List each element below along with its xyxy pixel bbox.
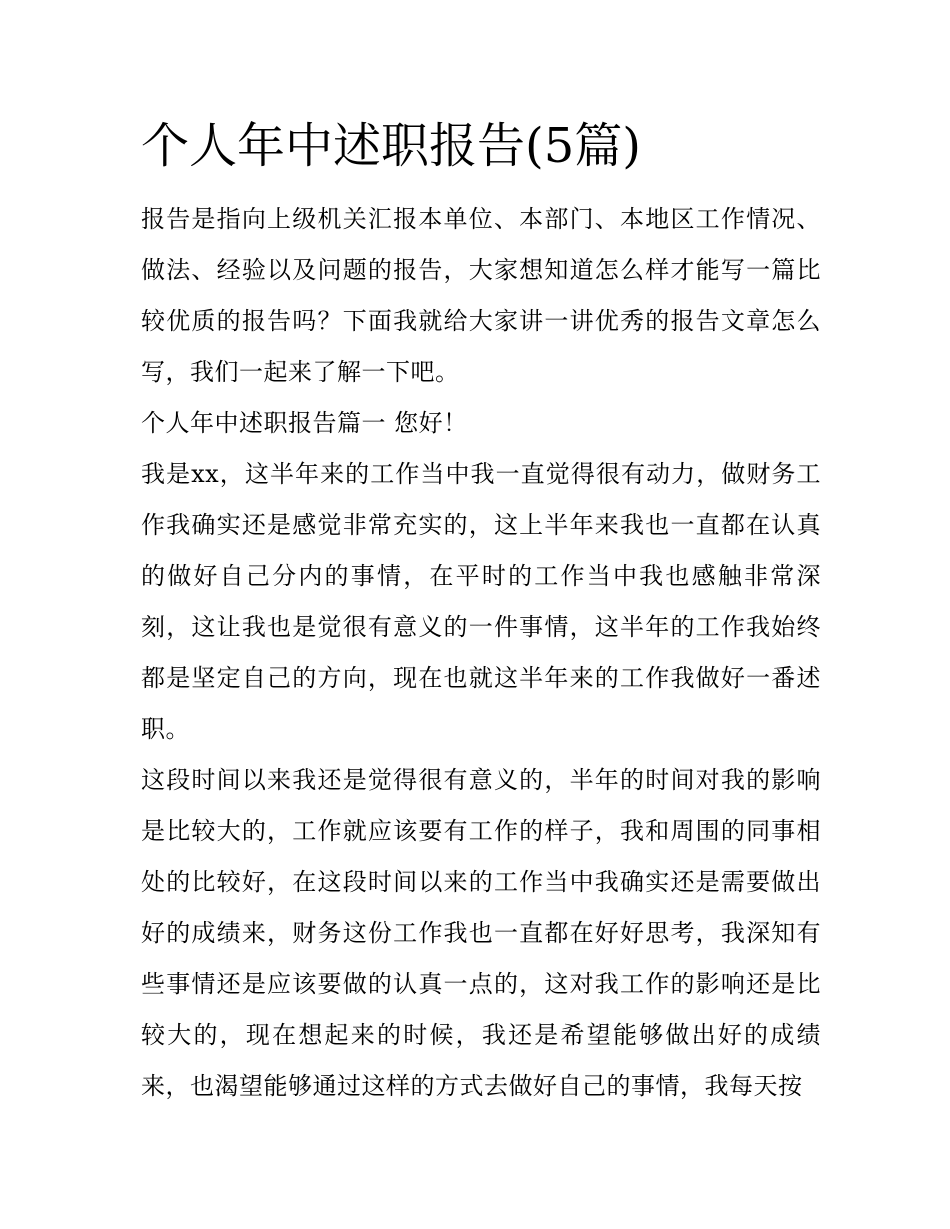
document-content [141, 112, 821, 1112]
intro-paragraph: 报告是指向上级机关汇报本单位、本部门、本地区工作情况、做法、经验以及问题的报告，大家想知道怎么样才能写一篇比较优质的报告吗？下面我就给大家讲一讲优秀的报告文章怎么写，我们一起来了解一下吧。 [141, 205, 821, 386]
section-heading-paragraph: 个人年中述职报告篇一 您好！ [141, 409, 468, 437]
document-title: 个人年中述职报告(5篇) [141, 118, 641, 174]
document-body [141, 194, 821, 1112]
body-paragraph: 我是xx，这半年来的工作当中我一直觉得很有动力，做财务工作我确实还是感觉非常充实的，这上半年来我也一直都在认真的做好自己分内的事情，在平时的工作当中我也感触非常深刻，这让我也是觉很有意义的一件事情，这半年的工作我始终都是坚定自己的方向，现在也就这半年来的工作我做好一番述职。 [141, 460, 821, 743]
body-paragraph: 这段时间以来我还是觉得很有意义的，半年的时间对我的影响是比较大的，工作就应该要有工作的样子，我和周围的同事相处的比较好，在这段时间以来的工作当中我确实还是需要做出好的成绩来，财务这份工作我也一直都在好好思考，我深知有些事情还是应该要做的认真一点的，这对我工作的影响还是比较大的，现在想起来的时候，我还是希望能够做出好的成绩来，也渴望能够通过这样的方式去做好自己的事情，我每天按 [141, 766, 821, 1100]
